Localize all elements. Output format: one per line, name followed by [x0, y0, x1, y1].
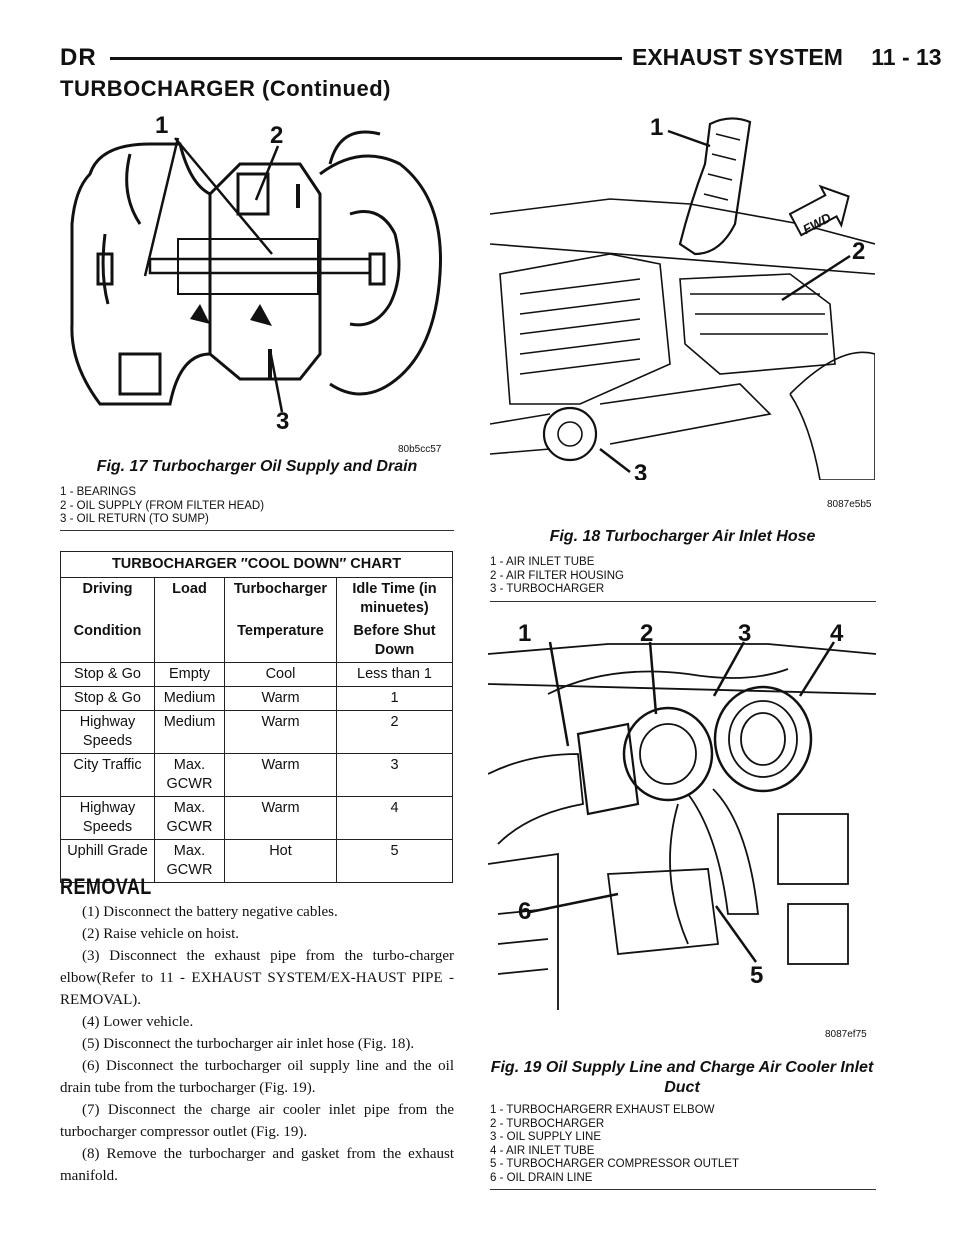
- fig18-legend-item: 2 - AIR FILTER HOUSING: [490, 569, 624, 582]
- table-cell: 4: [337, 797, 453, 840]
- fig18-caption: Fig. 18 Turbocharger Air Inlet Hose: [549, 528, 816, 545]
- fig19-caption-line: Fig. 19 Oil Supply Line and Charge Air Cooler Inlet: [490, 1059, 874, 1076]
- table-cell: Less than 1: [337, 663, 453, 687]
- table-cell: Empty: [155, 663, 225, 687]
- table-row: [61, 754, 453, 797]
- table-header-cell: Idle Time (in minuetes): [337, 578, 453, 621]
- table-cell: Stop & Go: [61, 687, 155, 711]
- table-row: [61, 711, 453, 754]
- table-cell: Warm: [225, 797, 337, 840]
- fig17-callout-2: 2: [270, 122, 284, 149]
- fig17-legend-item: 3 - OIL RETURN (TO SUMP): [60, 513, 209, 525]
- fig18-drawing-code: 8087e5b5: [827, 499, 872, 510]
- table-cell: Medium: [155, 687, 225, 711]
- fig19-caption-line: Duct: [664, 1079, 700, 1096]
- table-header-cell: Driving: [61, 578, 155, 621]
- fig18-fwd-label: FWD: [800, 209, 834, 238]
- removal-step: (3) Disconnect the exhaust pipe from the turbo-charger elbow(Refer to 11 - EXHAUST SYSTEM/EX-HAUST PIPE - REMOVAL).: [60, 948, 454, 1008]
- removal-step: (6) Disconnect the turbocharger oil supply line and the oil drain tube from the turbocharger (Fig. 19).: [60, 1058, 454, 1096]
- table-row: [61, 663, 453, 687]
- removal-heading: REMOVAL: [60, 874, 152, 899]
- fig19-legend-item: 5 - TURBOCHARGER COMPRESSOR OUTLET: [490, 1158, 739, 1170]
- fig19-legend-item: 6 - OIL DRAIN LINE: [490, 1171, 593, 1184]
- fig18-callout-2: 2: [852, 238, 866, 265]
- engine-bay-air-inlet-drawing: [490, 104, 875, 480]
- fig18-callout-1: 1: [650, 114, 664, 141]
- table-header-cell: Before Shut Down: [337, 620, 453, 663]
- table-header-cell: Load: [155, 578, 225, 621]
- table-row: [61, 797, 453, 840]
- fig19-legend-item: 1 - TURBOCHARGERR EXHAUST ELBOW: [490, 1104, 715, 1116]
- table-cell: Warm: [225, 754, 337, 797]
- turbocharger-cutaway-drawing: [60, 104, 452, 444]
- table-cell: Max. GCWR: [155, 840, 225, 883]
- table-cell: Max. GCWR: [155, 754, 225, 797]
- figure-17-illustration: [60, 104, 452, 444]
- fig19-drawing-code: 8087ef75: [825, 1029, 867, 1040]
- table-cell: Warm: [225, 711, 337, 754]
- table-cell: Cool: [225, 663, 337, 687]
- fig19-legend-item: 2 - TURBOCHARGER: [490, 1117, 605, 1130]
- fig19-legend-item: 3 - OIL SUPPLY LINE: [490, 1131, 602, 1143]
- table-header-row: [61, 620, 453, 663]
- removal-steps: [60, 901, 454, 1187]
- fig17-bottom-rule: [60, 530, 454, 531]
- figure-18-illustration: [490, 104, 875, 480]
- table-row: [61, 687, 453, 711]
- header-rule: [110, 57, 622, 60]
- table-cell: Max. GCWR: [155, 797, 225, 840]
- fig19-callout-3: 3: [738, 620, 752, 647]
- table-cell: 5: [337, 840, 453, 883]
- table-cell: Warm: [225, 687, 337, 711]
- fig19-callout-1: 1: [518, 620, 532, 647]
- fig17-caption: Fig. 17 Turbocharger Oil Supply and Drain: [96, 458, 418, 475]
- header-page-number: 11 - 13: [871, 44, 942, 70]
- table-header-row: [61, 578, 453, 621]
- fig17-callout-1: 1: [155, 112, 169, 139]
- table-header-cell: Turbocharger: [225, 578, 337, 621]
- fig19-legend: [490, 1104, 739, 1185]
- table-cell: City Traffic: [61, 754, 155, 797]
- removal-step: (5) Disconnect the turbocharger air inlet hose (Fig. 18).: [82, 1036, 415, 1052]
- fig18-bottom-rule: [490, 601, 876, 602]
- cooldown-chart-table: [60, 551, 453, 883]
- fig19-bottom-rule: [490, 1189, 876, 1190]
- fig18-legend-item: 3 - TURBOCHARGER: [490, 583, 605, 595]
- table-cell: 1: [337, 687, 453, 711]
- table-cell: 2: [337, 711, 453, 754]
- fig19-caption: [488, 1058, 876, 1098]
- fig17-legend-item: 2 - OIL SUPPLY (FROM FILTER HEAD): [60, 499, 265, 512]
- fig19-callout-6: 6: [518, 898, 532, 925]
- removal-step: (2) Raise vehicle on hoist.: [82, 926, 240, 942]
- removal-step: (4) Lower vehicle.: [82, 1014, 194, 1030]
- table-cell: 3: [337, 754, 453, 797]
- fig18-callout-3: 3: [634, 460, 648, 480]
- table-header-cell: [155, 620, 225, 663]
- header-right: [632, 44, 942, 71]
- table-header-cell: Condition: [61, 620, 155, 663]
- fig19-callout-5: 5: [750, 962, 764, 989]
- fig17-legend: [60, 486, 264, 527]
- table-cell: Stop & Go: [61, 663, 155, 687]
- header-section-name: EXHAUST SYSTEM: [632, 44, 843, 70]
- removal-step: (8) Remove the turbocharger and gasket from the exhaust manifold.: [60, 1146, 454, 1184]
- removal-step: (1) Disconnect the battery negative cables.: [82, 904, 338, 920]
- table-header-cell: Temperature: [225, 620, 337, 663]
- removal-step: (7) Disconnect the charge air cooler inlet pipe from the turbocharger compressor outlet (Fig. 19).: [60, 1102, 454, 1140]
- fig18-legend: [490, 556, 624, 597]
- fig17-drawing-code: 80b5cc57: [398, 444, 442, 455]
- table-cell: Uphill Grade: [61, 840, 155, 883]
- section-title: TURBOCHARGER (Continued): [60, 76, 391, 101]
- fig17-legend-item: 1 - BEARINGS: [60, 486, 137, 498]
- fig19-callout-4: 4: [830, 620, 844, 647]
- table-cell: Highway Speeds: [61, 797, 155, 840]
- table-cell: Medium: [155, 711, 225, 754]
- header-manual-code: DR: [60, 44, 97, 71]
- fig19-legend-item: 4 - AIR INLET TUBE: [490, 1144, 595, 1157]
- fig17-callout-3: 3: [276, 408, 290, 435]
- fig18-legend-item: 1 - AIR INLET TUBE: [490, 556, 595, 568]
- table-cell: Highway Speeds: [61, 711, 155, 754]
- turbo-oil-supply-drawing: [488, 614, 876, 1010]
- cooldown-chart-title: TURBOCHARGER ″COOL DOWN″ CHART: [61, 552, 453, 578]
- figure-19-illustration: [488, 614, 876, 1010]
- table-cell: Hot: [225, 840, 337, 883]
- fig19-callout-2: 2: [640, 620, 654, 647]
